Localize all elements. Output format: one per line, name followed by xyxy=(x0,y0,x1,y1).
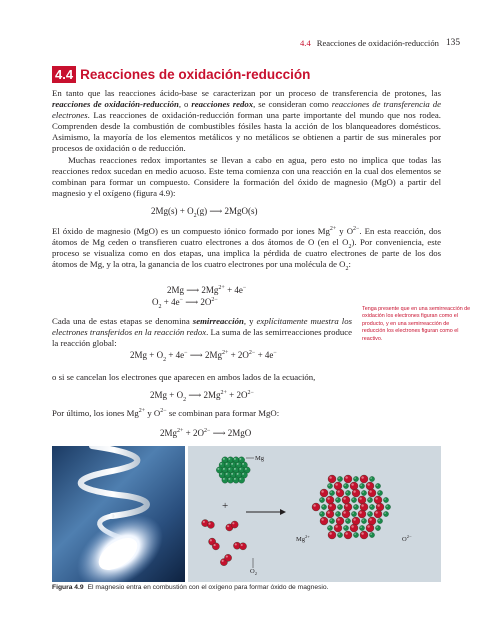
superscript: 2− xyxy=(160,408,167,415)
o-atom xyxy=(231,521,238,528)
emphasis-text: explícitamente muestra los electrones transferidos en la reacción redox xyxy=(52,316,352,338)
paragraph-mgo-formation xyxy=(52,155,441,199)
atom-highlight xyxy=(378,519,380,521)
atom-highlight xyxy=(359,511,361,513)
atom-highlight xyxy=(235,543,237,545)
atom-highlight xyxy=(336,498,338,500)
mg-ion xyxy=(369,504,374,509)
eq-sup: 2− xyxy=(248,350,256,356)
atom-highlight xyxy=(354,505,356,507)
atom-highlight xyxy=(228,458,230,460)
atom-highlight xyxy=(231,463,233,465)
atom-highlight xyxy=(338,477,340,479)
atom-highlight xyxy=(376,484,378,486)
atom-highlight xyxy=(351,483,353,485)
atom-highlight xyxy=(367,525,369,527)
eq-sup: 2− xyxy=(247,390,254,396)
atom-highlight xyxy=(227,525,229,527)
mg-ion xyxy=(367,511,372,516)
mg-ion xyxy=(383,497,388,502)
atom-highlight xyxy=(370,477,372,479)
atom-highlight xyxy=(360,526,362,528)
text-run: , se consideran como xyxy=(253,99,332,110)
atom-highlight xyxy=(223,478,225,480)
o-atom xyxy=(224,554,231,561)
o-ion xyxy=(344,531,352,539)
atom-highlight xyxy=(361,532,363,534)
mgo-formation-diagram xyxy=(188,446,441,582)
mg-ion xyxy=(359,483,364,488)
atom-highlight xyxy=(241,544,243,546)
eq-part: 2Mg + O xyxy=(130,350,164,360)
o-ion xyxy=(374,510,382,518)
mg-ion xyxy=(361,518,366,523)
atom-highlight xyxy=(231,473,233,475)
o-ion xyxy=(360,531,368,539)
caption-text: El magnesio entra en combustión con el oxígeno para formar óxido de magnesio. xyxy=(87,584,329,591)
header-section xyxy=(300,38,439,48)
mg-ion xyxy=(327,525,332,530)
atom-highlight xyxy=(378,491,380,493)
atom-highlight xyxy=(335,525,337,527)
atom-highlight xyxy=(237,463,239,465)
mg-ion-label: $Mg^{2+}$ xyxy=(296,534,310,543)
atom-highlight xyxy=(361,476,363,478)
equation-mgo-formation xyxy=(151,206,257,217)
atom-highlight xyxy=(329,476,331,478)
atom-highlight xyxy=(345,532,347,534)
atom-highlight xyxy=(352,498,354,500)
header-section-number: 4.4 xyxy=(300,38,311,48)
atom-highlight xyxy=(242,463,244,465)
atom-highlight xyxy=(313,504,315,506)
o-ion xyxy=(352,517,360,525)
text-run: En tanto que las reacciones ácido-base se caracterizan por un proceso de transferencia de protones, las xyxy=(52,88,441,98)
eq-sup: − xyxy=(184,350,188,356)
o-ion xyxy=(358,510,366,518)
atom-highlight xyxy=(223,458,225,460)
mg-ion xyxy=(367,497,372,502)
atom-highlight xyxy=(368,512,370,514)
mg-ion xyxy=(353,476,358,481)
atom-highlight xyxy=(368,498,370,500)
mg-ion xyxy=(337,532,342,537)
text-run: , o xyxy=(178,99,192,110)
o-ion xyxy=(336,517,344,525)
atom-highlight xyxy=(322,505,324,507)
eq-part: ⟶ 2Mg xyxy=(186,390,221,400)
o-ion-label: $O^{2-}$ xyxy=(402,534,412,543)
eq-part: O xyxy=(152,297,159,307)
text-run: : xyxy=(348,259,351,270)
o-atom xyxy=(207,521,214,528)
text-run: , y xyxy=(243,316,257,326)
mg-ion xyxy=(359,525,364,530)
atom-highlight xyxy=(214,544,216,546)
o-ion xyxy=(350,524,358,532)
atom-highlight xyxy=(338,505,340,507)
mg-ion xyxy=(337,476,342,481)
equation-sum xyxy=(130,350,277,361)
atom-highlight xyxy=(209,523,211,525)
paragraph-half-reactions xyxy=(52,316,352,349)
atom-highlight xyxy=(220,463,222,465)
magnesium-combustion-photo xyxy=(52,446,185,582)
mg-ion xyxy=(345,490,350,495)
mg-ion xyxy=(383,511,388,516)
mg-ion xyxy=(361,490,366,495)
atom-highlight xyxy=(384,498,386,500)
eq-sup: − xyxy=(273,350,277,356)
atom-highlight xyxy=(210,539,212,541)
eq-sup: 2+ xyxy=(220,390,227,396)
mg-ion xyxy=(369,476,374,481)
o-ion xyxy=(328,503,336,511)
section-heading xyxy=(52,66,310,83)
text-run: Cada una de estas etapas se denomina xyxy=(52,316,193,326)
eq-part: + 4e xyxy=(161,297,180,307)
atom-highlight xyxy=(354,533,356,535)
atom-highlight xyxy=(329,532,331,534)
eq-sup: 2+ xyxy=(221,350,229,356)
atom-highlight xyxy=(242,473,244,475)
atom-highlight xyxy=(327,497,329,499)
atom-highlight xyxy=(321,518,323,520)
atom-highlight xyxy=(217,468,219,470)
text-run: se combinan para formar MgO: xyxy=(166,408,280,418)
o-ion xyxy=(344,475,352,483)
mg-atom xyxy=(238,477,244,483)
atom-highlight xyxy=(344,484,346,486)
atom-highlight xyxy=(327,511,329,513)
eq-part: ⟶ 2MgO xyxy=(210,428,252,438)
atom-highlight xyxy=(369,490,371,492)
o-ion xyxy=(376,503,384,511)
atom-highlight xyxy=(370,533,372,535)
text-run: ). Por conveniencia, este proceso se visualiza como en dos etapas, una implica la pérdida de cuatro electrones de parte de los dos átomos de Mg, y la otra, la ganancia de los cuatro electrones por una molécula de O xyxy=(52,237,442,270)
text-run: y O xyxy=(145,408,161,418)
atom-highlight xyxy=(336,512,338,514)
o-ion xyxy=(336,489,344,497)
atom-highlight xyxy=(346,519,348,521)
figure-caption xyxy=(52,584,328,591)
superscript: 2+ xyxy=(329,226,337,233)
atom-highlight xyxy=(321,490,323,492)
atom-highlight xyxy=(337,490,339,492)
mg-ion xyxy=(375,483,380,488)
o-ion xyxy=(358,496,366,504)
text-run: El óxido de magnesio (MgO) es un compuesto iónico formado por iones Mg xyxy=(52,226,330,236)
paragraph-text: o si se cancelan los electrones que aparecen en ambos lados de la ecuación, xyxy=(52,372,316,382)
o-ion xyxy=(374,496,382,504)
o-ion xyxy=(328,531,336,539)
atom-highlight xyxy=(337,518,339,520)
eq-sup: 2+ xyxy=(218,285,225,291)
atom-highlight xyxy=(220,473,222,475)
mg-ion xyxy=(369,532,374,537)
eq-part: + 2O xyxy=(226,390,248,400)
eq-sup: − xyxy=(179,297,183,303)
mg-atoms-cluster xyxy=(216,457,250,483)
atom-highlight xyxy=(234,458,236,460)
atom-highlight xyxy=(359,497,361,499)
mg-ion xyxy=(343,483,348,488)
text-run: y O xyxy=(336,226,354,236)
atom-highlight xyxy=(234,478,236,480)
atom-highlight xyxy=(353,518,355,520)
section-title: Reacciones de oxidación-reducción xyxy=(80,67,311,82)
text-run: . En esta reacción, dos átomos de Mg ceden o transfieren cuatro electrones a dos átomos de O (en el O xyxy=(52,226,441,248)
atom-highlight xyxy=(226,473,228,475)
eq-part: (g) ⟶ 2MgO(s) xyxy=(196,206,258,216)
eq-sup: 2− xyxy=(203,428,211,434)
eq-part: 2Mg xyxy=(160,428,178,438)
mg-ion xyxy=(321,504,326,509)
mg-ion xyxy=(327,483,332,488)
paragraph-intro xyxy=(52,88,441,155)
atom-highlight xyxy=(329,504,331,506)
mg-ion xyxy=(345,518,350,523)
atom-highlight xyxy=(346,491,348,493)
eq-part: 2Mg + O xyxy=(150,390,184,400)
mg-ion xyxy=(377,490,382,495)
magnesium-ribbon-image xyxy=(52,446,185,582)
subscript: 2 xyxy=(348,243,352,250)
atom-highlight xyxy=(335,483,337,485)
o-ion xyxy=(360,475,368,483)
eq-part: + 4e xyxy=(255,350,274,360)
paragraph-cancel-electrons xyxy=(52,372,441,383)
atom-highlight xyxy=(353,490,355,492)
o2-molecules xyxy=(202,520,247,566)
o-ion xyxy=(368,517,376,525)
atom-highlight xyxy=(375,497,377,499)
atom-highlight xyxy=(226,556,228,558)
atom-highlight xyxy=(343,511,345,513)
o-ion xyxy=(344,503,352,511)
atom-highlight xyxy=(232,522,234,524)
o-ion xyxy=(342,510,350,518)
eq-sup: 2+ xyxy=(177,428,184,434)
o-ion xyxy=(312,503,320,511)
o-ion xyxy=(320,517,328,525)
atom-highlight xyxy=(222,560,224,562)
mg-label: Mg xyxy=(255,455,265,462)
eq-part: 2Mg(s) + O xyxy=(151,206,194,216)
atom-highlight xyxy=(351,525,353,527)
atom-highlight xyxy=(330,519,332,521)
page-number: 135 xyxy=(445,38,460,48)
mg-ion xyxy=(353,504,358,509)
header-section-title: Reacciones de oxidación-reducción xyxy=(316,38,439,48)
atom-highlight xyxy=(370,505,372,507)
superscript: 2− xyxy=(353,226,360,233)
mg-ion xyxy=(335,497,340,502)
mg-ion xyxy=(329,490,334,495)
o2-label: $O_2$ xyxy=(250,568,257,576)
margin-note: Tenga presente que en una semirreacción de oxidación los electrones figuran como el producto, y en una semirreacción de reducción los electrones figuran como el reactivo. xyxy=(362,306,471,342)
atom-highlight xyxy=(345,476,347,478)
atom-highlight xyxy=(386,505,388,507)
mg-ion xyxy=(319,511,324,516)
subscript: 2 xyxy=(345,266,349,273)
superscript: 2+ xyxy=(138,408,146,415)
o-atom xyxy=(212,543,219,550)
term-electron-transfer: reacciones de transferencia de electrones xyxy=(52,99,441,121)
mg-ion xyxy=(377,518,382,523)
mg-ion xyxy=(385,504,390,509)
atom-highlight xyxy=(369,518,371,520)
atom-highlight xyxy=(245,468,247,470)
text-run: Por último, los iones Mg xyxy=(52,408,139,418)
o-ion xyxy=(366,482,374,490)
atom-highlight xyxy=(239,468,241,470)
o-ion xyxy=(328,475,336,483)
mg-ion xyxy=(375,525,380,530)
o-ion xyxy=(320,489,328,497)
paragraph-text: Muchas reacciones redox importantes se llevan a cabo en agua, pero esto no implica que todas las reacciones redox sucedan en medio acuoso. Este tema comienza con una reacción en la cual dos elementos se combinan para formar un compuesto. Considere la formación del óxido de magnesio (MgO) a partir del magnesio y el oxígeno (figura 4.9): xyxy=(52,155,441,199)
atom-highlight xyxy=(328,484,330,486)
o-ion xyxy=(342,496,350,504)
atom-highlight xyxy=(344,526,346,528)
atom-highlight xyxy=(234,468,236,470)
paragraph-ionic-compound xyxy=(52,226,442,273)
half-reaction-reduction xyxy=(152,297,218,308)
o-ion xyxy=(350,482,358,490)
eq-part: + 4e xyxy=(224,285,243,295)
atom-highlight xyxy=(367,483,369,485)
atom-highlight xyxy=(320,498,322,500)
atom-highlight xyxy=(226,463,228,465)
atom-highlight xyxy=(239,478,241,480)
eq-part: ⟶ 2Mg xyxy=(187,350,222,360)
arrow-head-icon xyxy=(280,509,286,515)
atom-highlight xyxy=(360,484,362,486)
atom-highlight xyxy=(362,519,364,521)
eq-part: ⟶ 2O xyxy=(182,297,212,307)
o-ion xyxy=(334,482,342,490)
eq-part: + 4e xyxy=(166,350,185,360)
term-semirreaccion: semirreacción xyxy=(192,316,244,326)
o-ion xyxy=(326,496,334,504)
atom-highlight xyxy=(376,526,378,528)
o-ion xyxy=(334,524,342,532)
eq-sub: 2 xyxy=(193,212,197,219)
text-run: . Las reacciones de oxidación-reducción forman una parte importante del mundo que nos rodea. Comprenden desde la combustión de combustibles fósiles hasta la acción de los blanqueadores domésticos. Asimismo, la mayoría de los elementos metálicos y no metálicos se obtienen a partir de sus minerales por procesos de oxidación o de reducción. xyxy=(52,110,441,154)
atom-highlight xyxy=(228,478,230,480)
eq-sub: 2 xyxy=(158,303,162,310)
caption-label: Figura 4.9 xyxy=(52,584,84,591)
mg-ion xyxy=(351,497,356,502)
mg-ion xyxy=(319,497,324,502)
atom-highlight xyxy=(362,491,364,493)
mg-ion xyxy=(329,518,334,523)
mg-ion xyxy=(343,525,348,530)
running-header xyxy=(300,38,460,48)
term-redox: reacciones redox xyxy=(191,99,254,110)
mg-ion xyxy=(353,532,358,537)
o-ion xyxy=(352,489,360,497)
atom-highlight xyxy=(338,533,340,535)
eq-sub: 2 xyxy=(183,396,187,403)
eq-part: + 2O xyxy=(183,428,204,438)
eq-sup: − xyxy=(242,285,247,291)
paragraph-final xyxy=(52,408,441,419)
atom-highlight xyxy=(320,512,322,514)
o-atom xyxy=(239,543,246,550)
atom-highlight xyxy=(345,504,347,506)
mg-ion xyxy=(351,511,356,516)
atom-highlight xyxy=(237,473,239,475)
eq-part: 2Mg ⟶ 2Mg xyxy=(167,285,219,295)
atom-highlight xyxy=(375,511,377,513)
atom-highlight xyxy=(239,458,241,460)
atom-highlight xyxy=(223,468,225,470)
atom-highlight xyxy=(343,497,345,499)
half-reaction-oxidation xyxy=(167,285,246,296)
atom-highlight xyxy=(228,468,230,470)
o-ion xyxy=(366,524,374,532)
o-ion xyxy=(368,489,376,497)
atom-highlight xyxy=(354,477,356,479)
term-redox-full: reacciones de oxidación-reducción xyxy=(52,99,179,110)
molecular-diagram xyxy=(188,446,441,582)
mgo-crystal-lattice xyxy=(312,475,391,539)
plus-sign: + xyxy=(222,500,229,512)
eq-sub: 2 xyxy=(163,356,167,363)
eq-part: + 2O xyxy=(228,350,249,360)
section-number-badge: 4.4 xyxy=(52,66,76,83)
atom-highlight xyxy=(203,521,205,523)
eq-sup: 2− xyxy=(211,297,218,303)
o-ion xyxy=(326,510,334,518)
mg-ion xyxy=(335,511,340,516)
equation-final xyxy=(160,428,251,439)
atom-highlight xyxy=(384,512,386,514)
atom-highlight xyxy=(352,512,354,514)
atom-highlight xyxy=(328,526,330,528)
atom-highlight xyxy=(377,504,379,506)
mg-ion xyxy=(337,504,342,509)
atom-highlight xyxy=(330,491,332,493)
atom-highlight xyxy=(361,504,363,506)
equation-net xyxy=(150,390,254,401)
text-run: . La suma de las semirreacciones produce la reacción global: xyxy=(52,327,352,349)
o-ion xyxy=(360,503,368,511)
